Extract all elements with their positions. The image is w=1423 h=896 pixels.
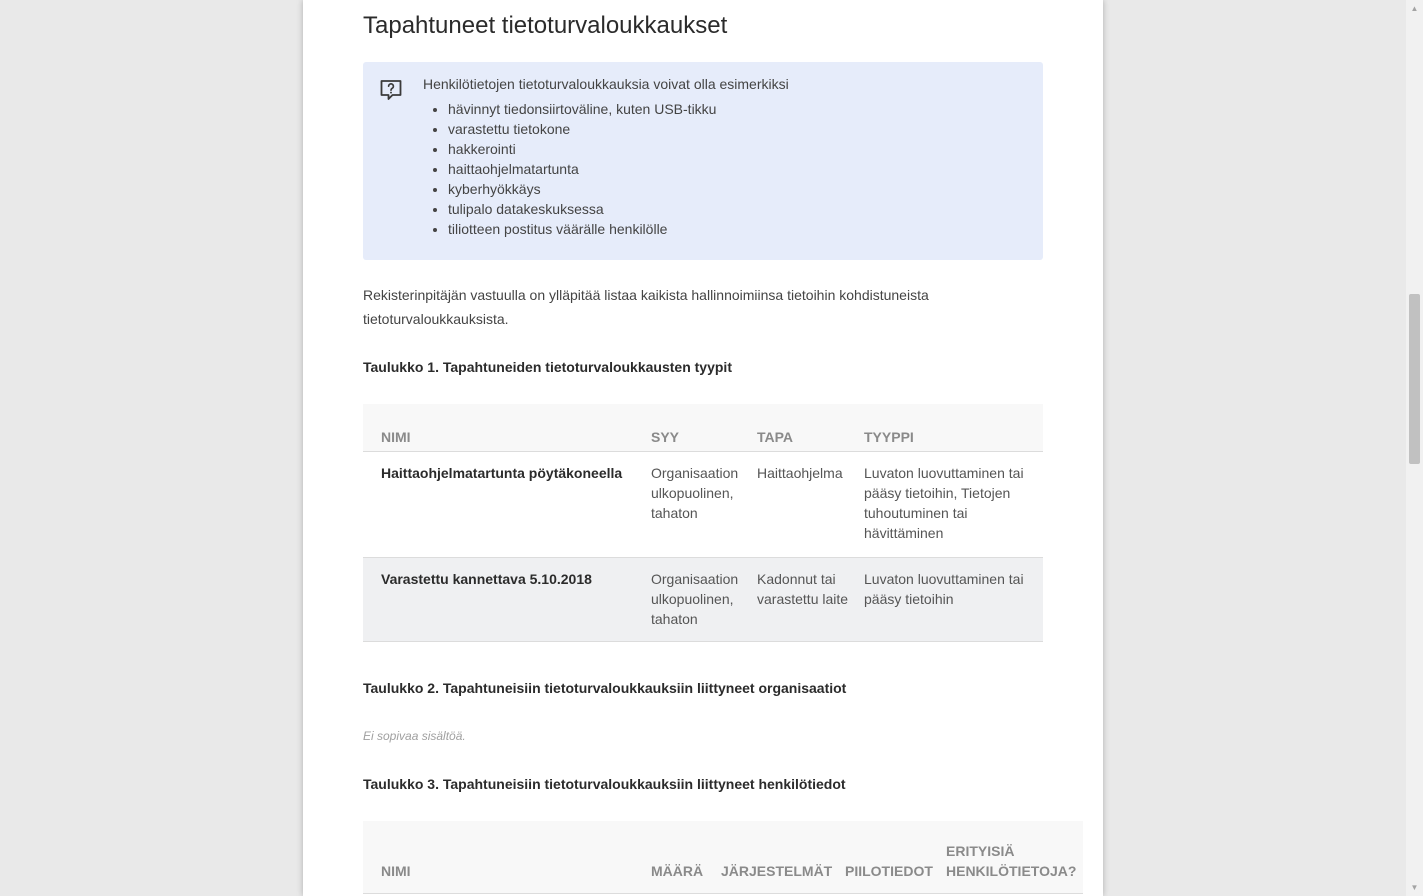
table-cell: Luvaton luovuttaminen tai pääsy tietoihin — [864, 558, 1043, 642]
table-cell: Organisaation ulkopuolinen, tahaton — [651, 452, 757, 558]
column-header: JÄRJESTELMÄT — [721, 821, 845, 894]
column-header: ERITYISIÄ HENKILÖTIETOJA? — [946, 821, 1083, 894]
table-row — [363, 452, 1043, 558]
table-cell: Kadonnut tai varastettu laite — [757, 558, 864, 642]
list-item: • tiliotteen postitus väärälle henkilölle — [448, 219, 716, 239]
vertical-scrollbar[interactable] — [1406, 0, 1423, 896]
table-row — [363, 558, 1043, 642]
scroll-down-arrow-icon[interactable]: ▼ — [1410, 883, 1419, 892]
personal-data-table — [363, 821, 1083, 894]
example-list — [423, 99, 716, 239]
table-header-row — [363, 404, 1043, 452]
empty-table-message: Ei sopivaa sisältöä. — [363, 729, 466, 743]
document-page — [303, 0, 1103, 896]
list-item: • hävinnyt tiedonsiirtoväline, kuten USB-tikku — [448, 99, 716, 119]
table-cell: Haittaohjelma — [757, 452, 864, 558]
table-cell: Luvaton luovuttaminen tai pääsy tietoihin, Tietojen tuhoutuminen tai hävittäminen — [864, 452, 1043, 558]
column-header: TYYPPI — [864, 404, 1043, 452]
table2-caption: Taulukko 2. Tapahtuneisiin tietoturvaloukkauksiin liittyneet organisaatiot — [363, 680, 847, 696]
scrollbar-thumb[interactable] — [1409, 294, 1420, 464]
column-header: NIMI — [363, 821, 651, 894]
column-header: PIILOTIEDOT — [845, 821, 946, 894]
table-cell-name: Varastettu kannettava 5.10.2018 — [363, 558, 651, 642]
column-header: NIMI — [363, 404, 651, 452]
info-box — [363, 62, 1043, 260]
responsibility-paragraph: Rekisterinpitäjän vastuulla on ylläpitää listaa kaikista hallinnoimiinsa tietoihin kohdistuneista tietoturvaloukkauksista. — [363, 287, 929, 327]
list-item: • kyberhyökkäys — [448, 179, 716, 199]
section-title: Tapahtuneet tietoturvaloukkaukset — [363, 12, 728, 39]
column-header: SYY — [651, 404, 757, 452]
table-cell: Organisaation ulkopuolinen, tahaton — [651, 558, 757, 642]
table-header-row — [363, 821, 1083, 894]
list-item: • tulipalo datakeskuksessa — [448, 199, 716, 219]
info-intro: Henkilötietojen tietoturvaloukkauksia voivat olla esimerkiksi — [423, 76, 789, 92]
list-item: • hakkerointi — [448, 139, 716, 159]
scroll-up-arrow-icon[interactable]: ▲ — [1410, 4, 1419, 13]
question-comment-icon — [379, 78, 403, 102]
table-cell-name: Haittaohjelmatartunta pöytäkoneella — [363, 452, 651, 558]
list-item: • haittaohjelmatartunta — [448, 159, 716, 179]
column-header: MÄÄRÄ — [651, 821, 721, 894]
column-header: TAPA — [757, 404, 864, 452]
table1-caption: Taulukko 1. Tapahtuneiden tietoturvaloukkausten tyypit — [363, 359, 732, 375]
list-item: • varastettu tietokone — [448, 119, 716, 139]
table3-caption: Taulukko 3. Tapahtuneisiin tietoturvaloukkauksiin liittyneet henkilötiedot — [363, 776, 846, 792]
breach-types-table — [363, 404, 1043, 642]
